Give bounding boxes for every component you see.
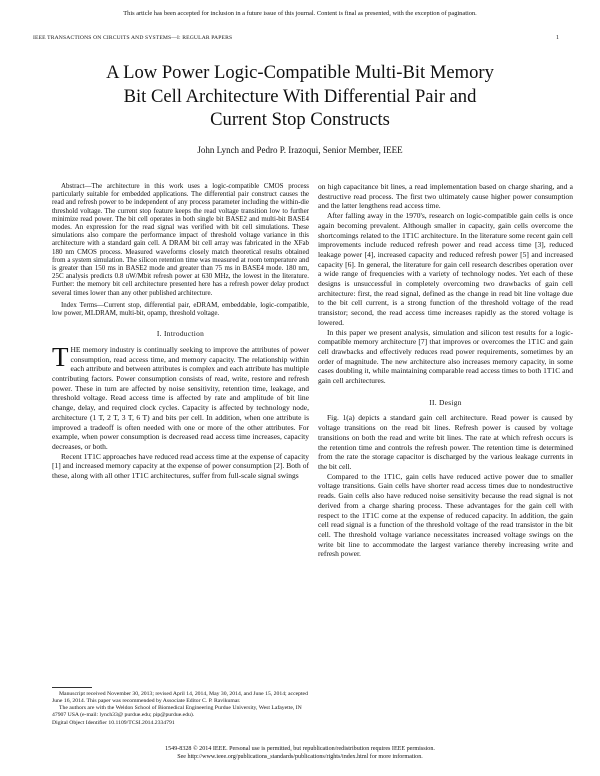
design-paragraph: Fig. 1(a) depicts a standard gain cell architecture. Read power is caused by voltage transitions on the read bit lines. Refresh power is caused by voltage transitions on both the read and write bit lines. The rate at which refresh occurs is the retention time and controls the refresh power. The retention time is determined from the rate the storage capacitor is discharged by the various leakage currents in the bit cell.	[318, 413, 573, 471]
section-heading-introduction: I. Introduction	[156, 329, 205, 339]
title-line: Current Stop Constructs	[210, 109, 390, 130]
drop-cap: T	[52, 341, 69, 372]
left-column	[52, 182, 309, 481]
footnotes	[52, 687, 309, 727]
rights-link[interactable]: See http://www.ieee.org/publications_standards/publications/rights/index.html for more information.	[177, 754, 423, 761]
footnote-manuscript: Manuscript received November 30, 2013; revised April 14, 2014, May 30, 2014, and June 15, 2014; accepted June 16, 2014. This paper was recommended by Associate Editor C. P. Ravikumar.	[52, 691, 308, 705]
page-number: 1	[556, 35, 559, 41]
footnote-rule	[52, 687, 92, 688]
abstract: Abstract—The architecture in this work uses a logic-compatible CMOS process particularly suitable for embedded applications. The differential pair construct causes the read and refresh power to be independent of any process parameter including the within-die threshold voltage. The current stop feature keeps the read voltage transition low to further minimize read power. The bit cell operates in both single bit BASE2 and multi-bit BASE4 modes. An expression for the read signal was verified with bit cell simulations. These simulations also compare the performance impact of threshold voltage variance in this architecture with a standard gain cell. A DRAM bit cell array was fabricated in the XFab 180 nm CMOS process. Measured waveforms closely match theoretical results obtained from a system simulation. The silicon retention time was measured at room temperature and is greater than 150 ms in BASE2 mode and greater than 75 ms in BASE4 mode. 180 nm, 25C analysis predicts 0.8 uW/Mbit refresh power at 630 MHz, the lowest in the literature. Further: the memory bit cell architecture presented here has a refresh power delay product several times lower than any other published architecture.	[52, 182, 309, 297]
right-column	[318, 182, 573, 559]
acceptance-notice: This article has been accepted for inclusion in a future issue of this journal. Content is final as presented, with the exception of pagination.	[123, 10, 477, 17]
intro-paragraph	[52, 341, 309, 452]
footnote-authors: The authors are with the Weldon School of Biomedical Engineering Purdue University, West Lafayette, IN 47907 USA (e-mail: lynch33@ purdue.edu; pip@purdue.edu).	[52, 705, 302, 719]
author-line: John Lynch and Pedro P. Irazoqui, Senior Member, IEEE	[197, 145, 403, 155]
index-terms: Index Terms—Current stop, differential pair, eDRAM, embeddable, logic-compatible, low power, MLDRAM, multi-bit, opamp, threshold voltage.	[52, 300, 309, 318]
copyright-line: 1549-8328 © 2014 IEEE. Personal use is permitted, but republication/redistribution requires IEEE permission.	[165, 746, 435, 752]
body-paragraph: on high capacitance bit lines, a read implementation based on charge sharing, and a destructive read process. The first two ultimately cause higher power consumption and the latter lengthens read access time.	[318, 182, 573, 211]
section-heading-design: II. Design	[429, 397, 462, 407]
body-paragraph: After falling away in the 1970's, research on logic-compatible gain cells is once again becoming prevalent. Although smaller in capacity, gain cells overcome the shortcomings related to the 1T1C architecture. In the literature some recent gain cell improvements include reduced refresh power and read access time [3], reduced leakage power [4], increased capacity and reduced refresh power [5] and increased capacity [6]. In general, the literature for gain cell research describes operation over a wide range of frequencies with a variety of technology nodes. Yet each of these designs is unsuccessful in completely overcoming two drawbacks of gain cell architecture: first, the read signal, defined as the change in read bit line voltage due to the bit cell current, is a strong function of the threshold voltage of the read transistor; second, the read access time increases rapidly as the stored voltage is lowered.	[318, 211, 573, 327]
title-line: A Low Power Logic-Compatible Multi-Bit Memory	[106, 62, 494, 83]
running-header: IEEE TRANSACTIONS ON CIRCUITS AND SYSTEMS—I: REGULAR PAPERS	[33, 35, 233, 41]
paper-title	[0, 61, 600, 132]
intro-paragraph-text: HE memory industry is continually seeking to improve the attributes of power consumption, read access time, and memory capacity. The relationship within each attribute and between attributes is complex and each attribute has multiple contributing factors. Power consumption consists of read, write, restore and refresh power. These in turn are affected by noise sensitivity, retention time, leakage, and threshold voltage. Read access time is affected by rate and amplitude of bit line change, delay, and required clock cycles. Capacity is affected by technology node, architecture (1 T, 2 T, 3 T, 6 T) and bits per cell. In addition, when one attribute is improved a tradeoff is often needed with one or more of the other attributes. For example, when power consumption is decreased read access time increases, capacity decreases, or both.	[52, 344, 309, 451]
copyright-notice	[0, 745, 600, 761]
design-paragraph: Compared to the 1T1C, gain cells have reduced active power due to smaller voltage transitions. Gain cells have shorter read access times due to nondestructive reads. Gain cells also have reduced noise sensitivity because the read signal is not derived from a charge sharing process. These advantages for the gain cell with respect to the 1T1C come at the expense of reduced capacity. In addition, the gain cell read signal is a function of the threshold voltage of the read transistor in the bit cell. The threshold voltage variance necessitates increased voltage swings on the write bit line to accommodate the largest variance thereby increasing write and refresh power.	[318, 471, 573, 559]
intro-paragraph: Recent 1T1C approaches have reduced read access time at the expense of capacity [1] and increased memory capacity at the expense of power consumption [2]. Both of these, along with all other 1T1C architectures, suffer from full-scale signal swings	[52, 451, 309, 481]
doi-line: Digital Object Identifier 10.1109/TCSI.2014.2334791	[52, 720, 175, 727]
title-line: Bit Cell Architecture With Differential Pair and	[123, 85, 477, 107]
body-paragraph: In this paper we present analysis, simulation and silicon test results for a logic-compatible memory architecture [7] that improves or overcomes the 1T1C and gain cell drawbacks and effectively reduces read power requirements, sometimes by an order of magnitude. The new architecture also increases memory capacity, in some cases doubling it, while maintaining comparable read access times to both 1T1C and gain cell architectures.	[318, 327, 573, 386]
